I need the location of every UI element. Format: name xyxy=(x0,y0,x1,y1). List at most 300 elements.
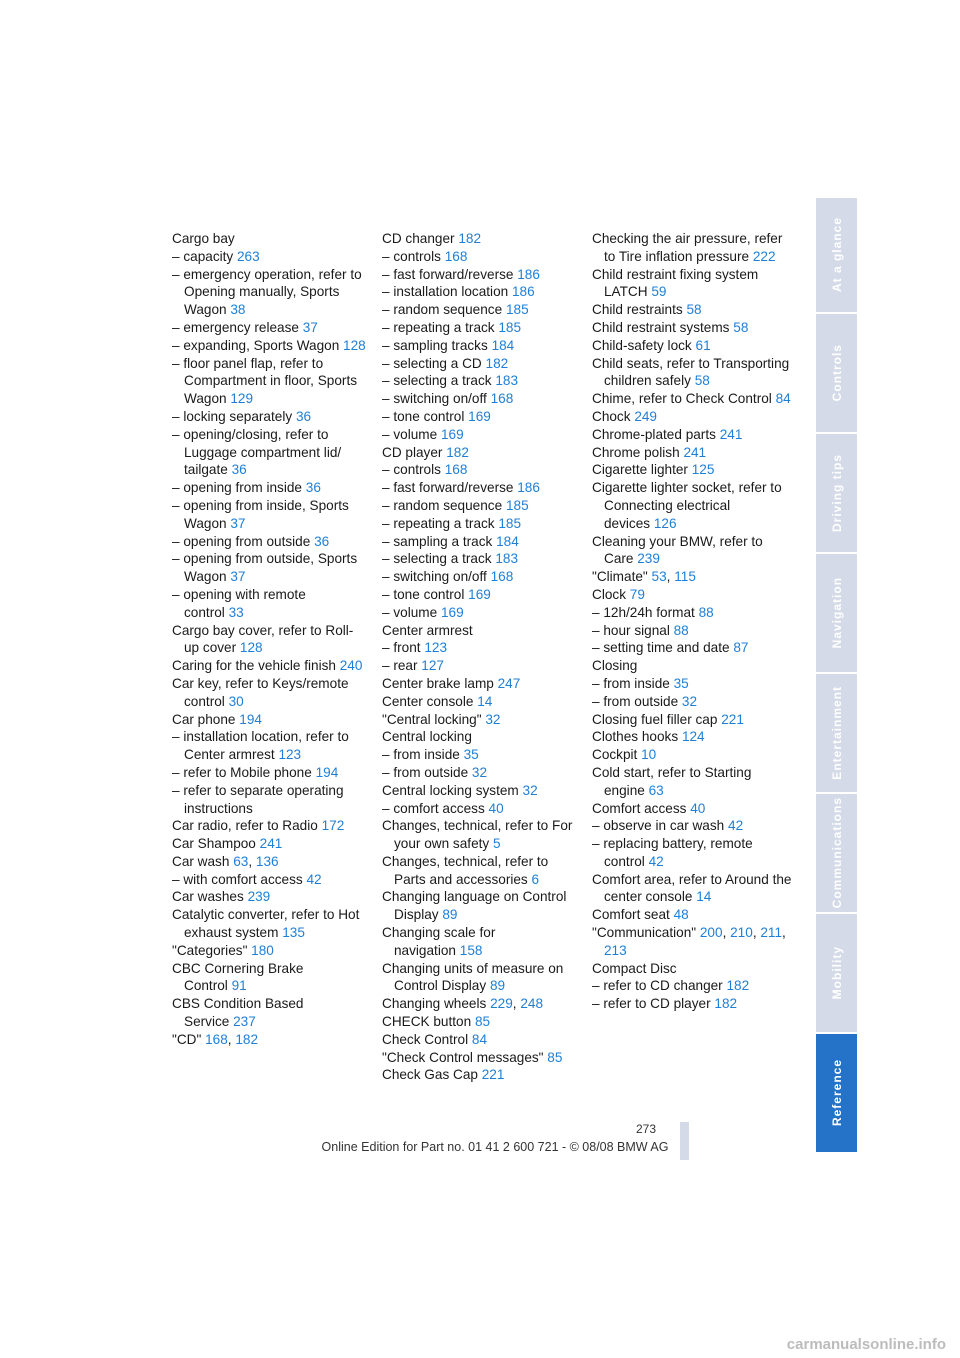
index-entry xyxy=(592,622,792,640)
index-entry xyxy=(382,515,578,533)
index-entry xyxy=(382,960,578,996)
index-term: Closing fuel filler cap xyxy=(592,711,718,727)
tab-reference[interactable] xyxy=(816,1034,857,1152)
index-term: Cargo bay cover, refer to Roll-up cover xyxy=(172,622,354,656)
page-link[interactable]: 221 xyxy=(481,1067,505,1083)
index-entry xyxy=(592,301,792,319)
tab-entertainment[interactable] xyxy=(816,674,857,792)
page-link[interactable]: 127 xyxy=(421,658,444,674)
page-link[interactable]: 79 xyxy=(629,586,645,602)
page-link[interactable]: 85 xyxy=(547,1049,563,1065)
index-term: Changing wheels xyxy=(382,996,487,1012)
tab-label: Mobility xyxy=(829,946,844,1000)
page-link[interactable]: 182 xyxy=(485,355,509,371)
index-entry xyxy=(382,230,578,248)
page-link[interactable]: 237 xyxy=(233,1014,256,1030)
index-entry xyxy=(382,693,578,711)
tab-at-a-glance[interactable] xyxy=(816,198,857,312)
page-link[interactable]: 37 xyxy=(302,319,318,335)
index-term: – opening from inside xyxy=(172,480,302,496)
index-term: Check Gas Cap xyxy=(382,1067,478,1083)
index-term: Car phone xyxy=(172,711,236,727)
page-link[interactable]: 5 xyxy=(492,836,501,852)
page-link[interactable]: 32 xyxy=(681,693,698,709)
index-entry xyxy=(592,426,792,444)
index-entry xyxy=(382,266,578,284)
page-link[interactable]: 184 xyxy=(496,533,519,549)
index-term: – selecting a track xyxy=(382,551,492,567)
index-entry xyxy=(172,479,368,497)
index-term: "Central locking" xyxy=(382,711,482,727)
page-link[interactable]: 186 xyxy=(517,480,540,496)
index-term: Child restraint fixing system LATCH xyxy=(592,266,759,300)
page-link[interactable]: 135 xyxy=(282,925,305,941)
index-entry xyxy=(172,817,368,835)
index-term: – sampling a track xyxy=(382,533,493,549)
index-term: – opening/closing, refer to Luggage compartment lid/ tailgate xyxy=(172,426,342,478)
page-link[interactable]: 241 xyxy=(719,426,743,442)
index-term: – 12h/24h format xyxy=(592,604,695,620)
page-link[interactable]: 239 xyxy=(637,551,660,567)
index-entry xyxy=(382,586,578,604)
index-term: – setting time and date xyxy=(592,640,730,656)
index-entry xyxy=(172,960,368,996)
page-link[interactable]: 185 xyxy=(498,515,522,531)
index-entry xyxy=(382,355,578,373)
index-term: Changing units of measure on Control Display xyxy=(382,960,564,994)
page-link[interactable]: 37 xyxy=(230,569,246,585)
page-link[interactable]: 183 xyxy=(495,551,519,567)
index-entry xyxy=(172,764,368,782)
tab-label: Driving tips xyxy=(829,453,844,532)
index-term: Car radio, refer to Radio xyxy=(172,818,318,834)
index-term: – switching on/off xyxy=(382,391,487,407)
chapter-tabs xyxy=(816,198,857,1154)
page-link[interactable]: 182 xyxy=(714,996,738,1012)
index-entry xyxy=(592,746,792,764)
edition-footer: Online Edition for Part no. 01 41 2 600 721 - © 08/08 BMW AG xyxy=(321,1140,669,1154)
page-link[interactable]: 88 xyxy=(673,622,689,638)
index-entry xyxy=(382,711,578,729)
page-link[interactable]: 87 xyxy=(733,640,749,656)
page-link[interactable]: 89 xyxy=(489,978,506,994)
page-link[interactable]: 14 xyxy=(696,889,712,905)
index-entry xyxy=(592,639,792,657)
index-entry xyxy=(382,924,578,960)
index-entry xyxy=(592,835,792,871)
index-term: – random sequence xyxy=(382,302,503,318)
index-term: – capacity xyxy=(172,248,234,264)
index-entry xyxy=(172,888,368,906)
page-link[interactable]: 183 xyxy=(495,373,519,389)
page-link[interactable]: 247 xyxy=(497,675,521,691)
index-entry xyxy=(382,408,578,426)
page-link[interactable]: 185 xyxy=(505,302,529,318)
page-link[interactable]: 169 xyxy=(440,604,464,620)
page-link[interactable]: 14 xyxy=(477,693,493,709)
page-link[interactable]: 200 xyxy=(699,925,723,941)
index-term: – from inside xyxy=(592,675,670,691)
index-term: Comfort access xyxy=(592,800,687,816)
index-entry xyxy=(382,390,578,408)
index-term: Catalytic converter, refer to Hot exhaust system xyxy=(172,907,360,941)
watermark: carmanualsonline.info xyxy=(786,1336,946,1353)
page-link[interactable]: 182 xyxy=(726,978,750,994)
index-term: Cold start, refer to Starting engine xyxy=(592,764,752,798)
index-term: Chrome-plated parts xyxy=(592,426,716,442)
index-term: – hour signal xyxy=(592,622,670,638)
page-link[interactable]: 169 xyxy=(468,586,491,602)
page-link[interactable]: 61 xyxy=(695,337,711,353)
index-term: CHECK button xyxy=(382,1014,472,1030)
index-column-2 xyxy=(382,230,578,1084)
index-term: – comfort access xyxy=(382,800,485,816)
page-link[interactable]: 229 xyxy=(490,996,513,1012)
index-term: – opening from inside, Sports Wagon xyxy=(172,497,349,531)
index-entry xyxy=(382,568,578,586)
index-entry xyxy=(172,533,368,551)
index-term: Cargo bay xyxy=(172,231,235,246)
index-entry xyxy=(592,479,792,532)
index-entry xyxy=(382,1031,578,1049)
page-link[interactable]: 53 xyxy=(651,569,667,585)
index-entry xyxy=(172,426,368,479)
index-term: Comfort area, refer to Around the center console xyxy=(592,871,792,905)
page-link[interactable]: 123 xyxy=(424,640,448,656)
page-link[interactable]: 35 xyxy=(673,675,689,691)
index-term: – repeating a track xyxy=(382,319,495,335)
page-link[interactable]: 129 xyxy=(230,391,254,407)
index-term: Center armrest xyxy=(382,622,473,638)
index-entry xyxy=(592,800,792,818)
page-link[interactable]: 84 xyxy=(471,1031,488,1047)
index-entry xyxy=(592,461,792,479)
page-link[interactable]: 213 xyxy=(604,942,627,958)
index-term: "Communication" xyxy=(592,925,697,941)
page-link[interactable]: 168 xyxy=(490,391,514,407)
page-link[interactable]: 263 xyxy=(237,248,260,264)
tab-driving-tips[interactable] xyxy=(816,434,857,552)
page-link[interactable]: 36 xyxy=(314,533,330,549)
index-term: – selecting a CD xyxy=(382,355,482,371)
index-term: Clothes hooks xyxy=(592,729,679,745)
index-entry xyxy=(382,497,578,515)
index-term: – replacing battery, remote control xyxy=(592,836,753,869)
index-entry xyxy=(592,337,792,355)
index-entry xyxy=(172,871,368,889)
tab-label: Reference xyxy=(829,1059,844,1127)
page-link[interactable]: 180 xyxy=(251,942,274,958)
index-term: Car washes xyxy=(172,889,244,905)
page-link[interactable]: 172 xyxy=(321,818,345,834)
index-term: CD changer xyxy=(382,231,455,246)
page-link[interactable]: 210 xyxy=(730,925,753,941)
page-link[interactable]: 168 xyxy=(205,1031,228,1047)
page-link[interactable]: 124 xyxy=(681,729,705,745)
index-entry xyxy=(172,675,368,711)
page-link[interactable]: 185 xyxy=(498,319,522,335)
index-term: – refer to separate operating instructions xyxy=(172,782,344,816)
index-term: Child-safety lock xyxy=(592,337,692,353)
index-entry xyxy=(172,586,368,622)
index-entry xyxy=(592,657,792,675)
index-entry xyxy=(382,728,578,746)
index-term: – opening from outside xyxy=(172,533,311,549)
index-term: – from outside xyxy=(592,693,679,709)
page-link[interactable]: 59 xyxy=(651,284,667,300)
index-term: – emergency operation, refer to Opening manually, Sports Wagon xyxy=(172,266,362,318)
page-link[interactable]: 6 xyxy=(531,871,540,887)
page-link[interactable]: 182 xyxy=(446,444,469,460)
page-link[interactable]: 239 xyxy=(247,889,271,905)
index-term: – front xyxy=(382,640,421,656)
index-entry xyxy=(172,319,368,337)
page-link[interactable]: 32 xyxy=(485,711,501,727)
index-entry xyxy=(382,426,578,444)
index-entry xyxy=(592,693,792,711)
index-entry xyxy=(382,657,578,675)
index-term: Center brake lamp xyxy=(382,675,494,691)
page-link[interactable]: 10 xyxy=(641,747,657,763)
page-link[interactable]: 168 xyxy=(444,462,468,478)
index-term: CBS Condition Based Service xyxy=(172,996,304,1030)
page-link[interactable]: 35 xyxy=(463,747,479,763)
page-link[interactable]: 182 xyxy=(458,231,482,246)
page-link[interactable]: 63 xyxy=(233,853,249,869)
index-entry xyxy=(382,372,578,390)
index-entry xyxy=(382,853,578,889)
index-entry xyxy=(592,533,792,569)
page-link[interactable]: 249 xyxy=(634,408,657,424)
page-link[interactable]: 194 xyxy=(239,711,262,727)
page-link[interactable]: 168 xyxy=(490,569,514,585)
index-term: – locking separately xyxy=(172,408,293,424)
page-link[interactable]: 169 xyxy=(468,408,491,424)
index-entry xyxy=(592,355,792,391)
index-entry xyxy=(592,586,792,604)
page-link[interactable]: 126 xyxy=(653,515,677,531)
page-link[interactable]: 123 xyxy=(278,747,302,763)
page-link[interactable]: 42 xyxy=(306,871,322,887)
index-term: – random sequence xyxy=(382,497,503,513)
page-link[interactable]: 136 xyxy=(255,853,279,869)
index-entry: "CD" 168, 182 xyxy=(172,1031,259,1047)
index-term: – emergency release xyxy=(172,319,299,335)
index-entry xyxy=(382,550,578,568)
index-term: – installation location xyxy=(382,284,509,300)
page-link[interactable]: 36 xyxy=(231,462,247,478)
index-term: – repeating a track xyxy=(382,515,495,531)
page-link[interactable]: 42 xyxy=(648,853,664,869)
index-entry: Car wash 63, 136 xyxy=(172,853,279,869)
index-term: Cleaning your BMW, refer to Care xyxy=(592,533,763,567)
index-entry xyxy=(592,995,792,1013)
page-link[interactable]: 88 xyxy=(698,604,714,620)
page-link[interactable]: 58 xyxy=(733,319,749,335)
index-term: – with comfort access xyxy=(172,871,303,887)
page-link[interactable]: 32 xyxy=(522,782,538,798)
index-entry xyxy=(382,461,578,479)
page-link[interactable]: 38 xyxy=(230,302,246,318)
index-term: Car wash xyxy=(172,853,230,869)
index-term: Cigarette lighter xyxy=(592,462,688,478)
page-link[interactable]: 36 xyxy=(305,480,321,496)
index-term: – refer to CD player xyxy=(592,996,711,1012)
index-term: Changing scale for navigation xyxy=(382,925,496,958)
page-link[interactable]: 63 xyxy=(648,782,664,798)
page-link[interactable]: 33 xyxy=(228,604,244,620)
page-link[interactable]: 182 xyxy=(235,1031,259,1047)
index-term: CD player xyxy=(382,444,443,460)
page-link[interactable]: 36 xyxy=(295,408,312,424)
index-term: Check Control xyxy=(382,1031,469,1047)
index-entry xyxy=(382,1066,578,1084)
tab-label: At a glance xyxy=(829,217,844,293)
index-entry xyxy=(592,230,792,266)
index-entry xyxy=(172,355,368,408)
page-link[interactable]: 169 xyxy=(440,426,464,442)
page-link[interactable]: 186 xyxy=(517,266,540,282)
page-link[interactable]: 211 xyxy=(760,925,783,941)
index-entry xyxy=(382,817,578,853)
page-link[interactable]: 158 xyxy=(459,942,483,958)
page-link[interactable]: 85 xyxy=(474,1014,491,1030)
tab-communications[interactable] xyxy=(816,794,857,912)
index-entry xyxy=(172,337,368,355)
index-entry xyxy=(592,408,792,426)
index-term: CBC Cornering Brake Control xyxy=(172,960,304,994)
page-link[interactable]: 40 xyxy=(690,800,706,816)
page-link[interactable]: 40 xyxy=(488,800,504,816)
index-entry xyxy=(172,550,368,586)
index-term: Child restraints xyxy=(592,302,683,318)
page-link[interactable]: 32 xyxy=(471,764,488,780)
index-term: Caring for the vehicle finish xyxy=(172,658,336,674)
index-term: – from inside xyxy=(382,747,460,763)
page-link[interactable]: 248 xyxy=(520,996,544,1012)
page-link[interactable]: 128 xyxy=(239,640,263,656)
index-entry xyxy=(172,266,368,319)
index-column-1 xyxy=(172,230,368,1049)
page-link[interactable]: 58 xyxy=(686,302,702,318)
page-link[interactable]: 184 xyxy=(491,337,515,353)
index-term: Compact Disc xyxy=(592,960,677,976)
page-link[interactable]: 89 xyxy=(442,907,458,923)
tab-navigation[interactable] xyxy=(816,554,857,672)
index-term: Changes, technical, refer to Parts and accessories xyxy=(382,853,549,887)
index-term: "Categories" xyxy=(172,942,248,958)
page-link[interactable]: 30 xyxy=(228,693,244,709)
index-entry xyxy=(172,622,368,658)
index-entry: "Climate" 53, 115 xyxy=(592,569,696,585)
tab-label: Controls xyxy=(829,344,844,402)
index-term: – refer to Mobile phone xyxy=(172,764,312,780)
index-entry xyxy=(382,622,578,640)
index-term: – volume xyxy=(382,426,438,442)
index-term: Car key, refer to Keys/remote control xyxy=(172,675,349,709)
index-term: Chock xyxy=(592,408,631,424)
index-term: – volume xyxy=(382,604,438,620)
page-link[interactable]: 185 xyxy=(505,497,529,513)
index-term: "Check Control messages" xyxy=(382,1049,544,1065)
page-link[interactable]: 48 xyxy=(673,907,689,923)
page-link[interactable]: 58 xyxy=(694,373,710,389)
page-link[interactable]: 115 xyxy=(674,569,696,585)
index-term: – opening with remote control xyxy=(172,586,306,620)
index-entry xyxy=(592,817,792,835)
tab-controls[interactable] xyxy=(816,314,857,432)
index-entry xyxy=(592,711,792,729)
index-entry xyxy=(172,497,368,533)
index-term: Clock xyxy=(592,586,626,602)
index-entry xyxy=(172,248,368,266)
page-link[interactable]: 168 xyxy=(444,248,468,264)
index-entry xyxy=(382,604,578,622)
index-entry xyxy=(592,906,792,924)
page-link[interactable]: 125 xyxy=(691,462,715,478)
page-link[interactable]: 186 xyxy=(511,284,535,300)
index-entry xyxy=(382,337,578,355)
page-link[interactable]: 128 xyxy=(343,337,366,353)
index-entry: "Communication" 200, 210, 211, 213 xyxy=(592,925,786,958)
index-entry xyxy=(172,711,368,729)
page-link[interactable]: 241 xyxy=(683,444,707,460)
index-entry xyxy=(382,319,578,337)
index-entry xyxy=(172,942,368,960)
page-link[interactable]: 221 xyxy=(721,711,744,727)
page-link[interactable]: 194 xyxy=(315,764,339,780)
index-entry xyxy=(382,533,578,551)
index-entry xyxy=(172,230,368,248)
index-term: Center console xyxy=(382,693,474,709)
index-term: Car Shampoo xyxy=(172,836,256,852)
index-term: Comfort seat xyxy=(592,907,670,923)
index-term: – refer to CD changer xyxy=(592,978,723,994)
index-term: – from outside xyxy=(382,764,469,780)
page-number: 273 xyxy=(636,1122,657,1136)
index-entry xyxy=(592,390,792,408)
index-entry xyxy=(382,639,578,657)
index-entry xyxy=(382,675,578,693)
index-entry xyxy=(382,1049,578,1067)
page-link[interactable]: 37 xyxy=(230,515,246,531)
index-term: – floor panel flap, refer to Compartment in floor, Sports Wagon xyxy=(172,355,358,407)
index-entry xyxy=(592,319,792,337)
page-link[interactable]: 240 xyxy=(339,658,363,674)
index-entry xyxy=(382,248,578,266)
page-link[interactable]: 42 xyxy=(728,818,744,834)
index-term: Checking the air pressure, refer to Tire inflation pressure xyxy=(592,231,783,264)
tab-mobility[interactable] xyxy=(816,914,857,1032)
index-entry xyxy=(382,444,578,462)
tab-label: Communications xyxy=(829,797,844,909)
index-term: Cockpit xyxy=(592,747,638,763)
page-link[interactable]: 241 xyxy=(259,836,283,852)
index-entry xyxy=(382,782,578,800)
index-term: "Climate" xyxy=(592,569,648,585)
index-term: – sampling tracks xyxy=(382,337,488,353)
index-term: – tone control xyxy=(382,586,465,602)
page-link[interactable]: 222 xyxy=(752,248,776,264)
index-entry xyxy=(172,995,368,1031)
page-link[interactable]: 91 xyxy=(231,978,247,994)
index-entry: Changing wheels 229, 248 xyxy=(382,996,544,1012)
index-entry xyxy=(382,283,578,301)
index-term: – observe in car wash xyxy=(592,818,725,834)
page-link[interactable]: 84 xyxy=(775,391,791,407)
index-term: – selecting a track xyxy=(382,373,492,389)
index-term: Closing xyxy=(592,658,638,674)
